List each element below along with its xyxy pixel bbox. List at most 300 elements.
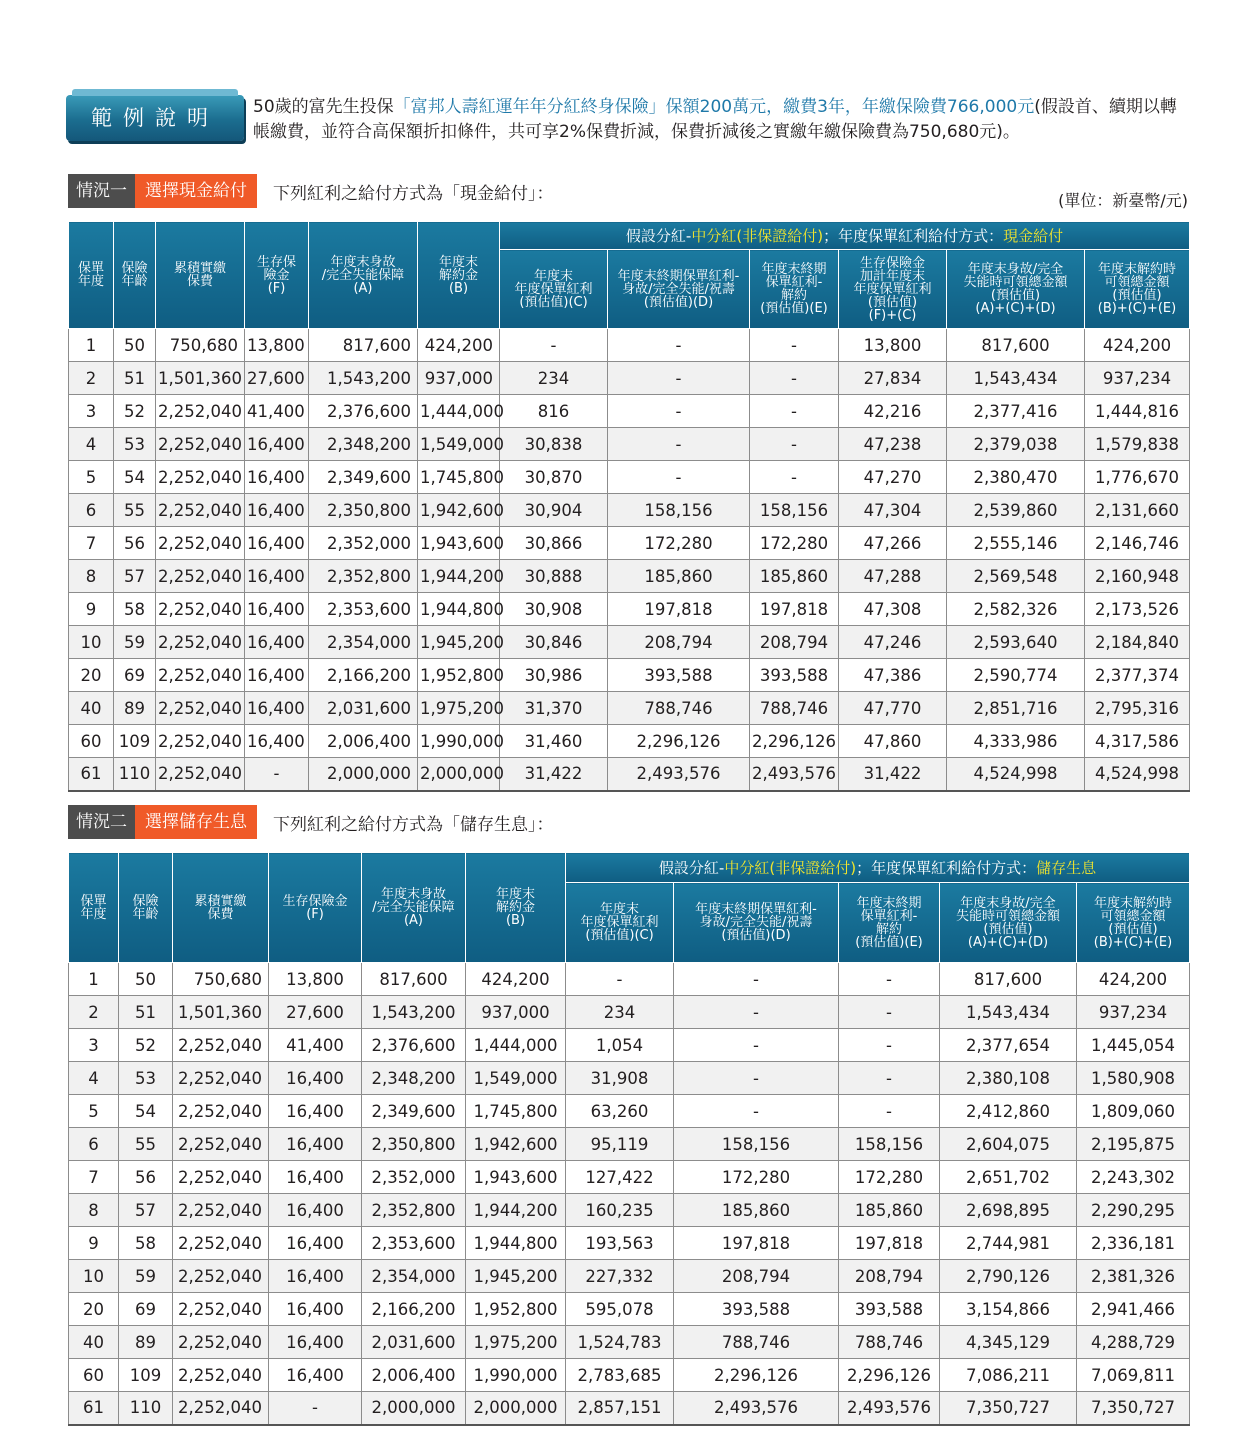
table-cell: 1,054 <box>566 1029 674 1062</box>
table-cell: 1,944,800 <box>466 1227 566 1260</box>
table-cell: 16,400 <box>269 1095 362 1128</box>
table-cell: 30,908 <box>500 593 608 626</box>
table-cell: 4,524,998 <box>1085 758 1190 791</box>
table-cell: - <box>750 329 839 362</box>
table-cell: 2,173,526 <box>1085 593 1190 626</box>
intro-suffix: (假設首、續期以轉帳繳費，並符合高保額折扣條件，共可享2%保費折減，保費折減後之實繳年繳保險費為750,680元)。 <box>253 97 1177 142</box>
table-cell: 2,348,200 <box>362 1062 466 1095</box>
table-cell: - <box>750 362 839 395</box>
table-cell: 9 <box>69 1227 119 1260</box>
table-cell: 1,944,800 <box>418 593 500 626</box>
table-cell: 2,941,466 <box>1077 1293 1190 1326</box>
case1-header-5: 年度末 解約金 (B) <box>418 222 500 329</box>
table-cell: 1,745,800 <box>418 461 500 494</box>
table-row <box>69 1194 1190 1227</box>
table-cell: 10 <box>69 626 114 659</box>
table-cell: 30,870 <box>500 461 608 494</box>
table-cell: 2,252,040 <box>173 1029 269 1062</box>
table-cell: 13,800 <box>269 963 362 996</box>
table-row <box>69 560 1190 593</box>
case2-header-5: 年度末 解約金 (B) <box>466 853 566 963</box>
table-cell: 3 <box>69 1029 119 1062</box>
table-cell: 193,563 <box>566 1227 674 1260</box>
table-cell: 1,444,000 <box>418 395 500 428</box>
table-row <box>69 494 1190 527</box>
table-cell: 2,376,600 <box>362 1029 466 1062</box>
table-cell: 1,990,000 <box>466 1359 566 1392</box>
case1-name: 選擇現金給付 <box>135 174 257 208</box>
table-cell: 1,975,200 <box>418 692 500 725</box>
table-cell: 16,400 <box>245 428 309 461</box>
table-cell: 2,380,470 <box>947 461 1085 494</box>
table-cell: 1,776,670 <box>1085 461 1190 494</box>
table-cell: 30,986 <box>500 659 608 692</box>
table-cell: 2,352,800 <box>362 1194 466 1227</box>
table-cell: 16,400 <box>245 560 309 593</box>
group-suffix: ；年度保單紅利給付方式： <box>856 858 1037 877</box>
table-row <box>69 1161 1190 1194</box>
table-cell: 2,000,000 <box>418 758 500 791</box>
case2-header-0: 保單 年度 <box>69 853 119 963</box>
case2-header-3: 生存保險金 (F) <box>269 853 362 963</box>
table-cell: 16,400 <box>269 1227 362 1260</box>
table-cell: 393,588 <box>674 1293 839 1326</box>
table-cell: 47,386 <box>839 659 947 692</box>
table-cell: 172,280 <box>674 1161 839 1194</box>
table-cell: 2,354,000 <box>309 626 418 659</box>
table-cell: 424,200 <box>418 329 500 362</box>
table-cell: 89 <box>119 1326 173 1359</box>
table-cell: 1,501,360 <box>173 996 269 1029</box>
table-cell: 47,304 <box>839 494 947 527</box>
table-cell: 2,296,126 <box>839 1359 940 1392</box>
case2-description: 下列紅利之給付方式為「儲存生息」： <box>273 814 554 835</box>
table-row <box>69 758 1190 791</box>
table-cell: 2,377,374 <box>1085 659 1190 692</box>
table-cell: 2,379,038 <box>947 428 1085 461</box>
table-cell: 393,588 <box>608 659 750 692</box>
table-row <box>69 725 1190 758</box>
table-cell: 4 <box>69 1062 119 1095</box>
table-cell: 595,078 <box>566 1293 674 1326</box>
table-cell: 50 <box>114 329 156 362</box>
table-cell: 4,524,998 <box>947 758 1085 791</box>
table-cell: 2,000,000 <box>362 1392 466 1425</box>
table-cell: 2,296,126 <box>608 725 750 758</box>
table-cell: 2,243,302 <box>1077 1161 1190 1194</box>
table-cell: 7,350,727 <box>940 1392 1077 1425</box>
table-cell: 1,543,434 <box>947 362 1085 395</box>
table-cell: - <box>608 461 750 494</box>
table-cell: 2,252,040 <box>156 626 245 659</box>
table-cell: 197,818 <box>608 593 750 626</box>
table-cell: 8 <box>69 560 114 593</box>
table-cell: 4,345,129 <box>940 1326 1077 1359</box>
table-cell: 2,412,860 <box>940 1095 1077 1128</box>
table-cell: 2,353,600 <box>309 593 418 626</box>
table-cell: 2,350,800 <box>309 494 418 527</box>
table-cell: 2,000,000 <box>309 758 418 791</box>
table-cell: 208,794 <box>674 1260 839 1293</box>
table-row <box>69 593 1190 626</box>
table-cell: 158,156 <box>674 1128 839 1161</box>
table-cell: 1,952,800 <box>466 1293 566 1326</box>
table-cell: 2,252,040 <box>156 659 245 692</box>
unit-label: (單位：新臺幣/元) <box>1058 191 1188 210</box>
table-cell: 61 <box>69 758 114 791</box>
table-cell: 16,400 <box>269 1062 362 1095</box>
table-cell: 1,549,000 <box>466 1062 566 1095</box>
table-cell: 2,651,702 <box>940 1161 1077 1194</box>
table-cell: 937,234 <box>1085 362 1190 395</box>
table-cell: 54 <box>114 461 156 494</box>
table-cell: 2,252,040 <box>173 1359 269 1392</box>
case2-group-header <box>566 853 1190 883</box>
table-cell: 2,590,774 <box>947 659 1085 692</box>
table-cell: 750,680 <box>173 963 269 996</box>
table-cell: 2,252,040 <box>156 725 245 758</box>
table-cell: 172,280 <box>608 527 750 560</box>
example-banner: 範例說明 <box>66 95 244 141</box>
table-cell: 2,493,576 <box>608 758 750 791</box>
table-row <box>69 1326 1190 1359</box>
table-cell: 2,790,126 <box>940 1260 1077 1293</box>
table-row <box>69 1260 1190 1293</box>
table-cell: 424,200 <box>1077 963 1190 996</box>
table-row <box>69 1062 1190 1095</box>
table-cell: 16,400 <box>269 1293 362 1326</box>
case1-header-8: 年度末終期 保單紅利- 解約 (預估值)(E) <box>750 250 839 329</box>
table-cell: 69 <box>119 1293 173 1326</box>
table-cell: 750,680 <box>156 329 245 362</box>
table-cell: 2,252,040 <box>173 1260 269 1293</box>
table-cell: 50 <box>119 963 173 996</box>
table-cell: 1,944,200 <box>418 560 500 593</box>
table-cell: 3,154,866 <box>940 1293 1077 1326</box>
table-row <box>69 1095 1190 1128</box>
case2-number: 情況二 <box>68 805 135 839</box>
table-cell: 1,942,600 <box>418 494 500 527</box>
table-cell: 1,745,800 <box>466 1095 566 1128</box>
table-cell: 41,400 <box>245 395 309 428</box>
table-cell: 2,131,660 <box>1085 494 1190 527</box>
table-cell: 56 <box>119 1161 173 1194</box>
table-cell: 2,195,875 <box>1077 1128 1190 1161</box>
table-cell: - <box>839 963 940 996</box>
case1-header-3: 生存保 險金 (F) <box>245 222 309 329</box>
table-cell: 16,400 <box>245 626 309 659</box>
table-cell: 1,579,838 <box>1085 428 1190 461</box>
table-cell: - <box>608 329 750 362</box>
table-cell: 1,952,800 <box>418 659 500 692</box>
table-cell: 2,252,040 <box>173 1392 269 1425</box>
group-prefix: 假設分紅- <box>625 226 692 245</box>
table-cell: 234 <box>566 996 674 1029</box>
case1-header-6: 年度末 年度保單紅利 (預估值)(C) <box>500 250 608 329</box>
table-cell: 30,846 <box>500 626 608 659</box>
table-cell: 2,377,416 <box>947 395 1085 428</box>
table-cell: 1,945,200 <box>418 626 500 659</box>
table-cell: 30,866 <box>500 527 608 560</box>
table-cell: 2,352,800 <box>309 560 418 593</box>
table-cell: 10 <box>69 1260 119 1293</box>
table-cell: - <box>750 461 839 494</box>
table-cell: 6 <box>69 1128 119 1161</box>
table-cell: 95,119 <box>566 1128 674 1161</box>
table-cell: 197,818 <box>674 1227 839 1260</box>
table-cell: 1,943,600 <box>418 527 500 560</box>
case2-header-6: 年度末 年度保單紅利 (預估值)(C) <box>566 883 674 963</box>
table-cell: 2,160,948 <box>1085 560 1190 593</box>
table-cell: 1,975,200 <box>466 1326 566 1359</box>
table-cell: - <box>608 395 750 428</box>
table-cell: - <box>839 996 940 1029</box>
table-cell: 31,422 <box>500 758 608 791</box>
group-mid: 中分紅(非保證給付) <box>691 226 824 245</box>
table-cell: 2,252,040 <box>156 593 245 626</box>
table-cell: 2,352,000 <box>362 1161 466 1194</box>
table-cell: 27,600 <box>245 362 309 395</box>
table-cell: 2,380,108 <box>940 1062 1077 1095</box>
table-cell: 30,888 <box>500 560 608 593</box>
table-cell: - <box>674 963 839 996</box>
table-cell: 2,290,295 <box>1077 1194 1190 1227</box>
table-cell: 16,400 <box>245 461 309 494</box>
table-cell: 4,288,729 <box>1077 1326 1190 1359</box>
table-cell: 42,216 <box>839 395 947 428</box>
table-cell: - <box>566 963 674 996</box>
table-cell: 53 <box>119 1062 173 1095</box>
table-cell: 69 <box>114 659 156 692</box>
table-row <box>69 1293 1190 1326</box>
table-cell: 41,400 <box>269 1029 362 1062</box>
table-cell: 47,770 <box>839 692 947 725</box>
table-cell: 4,317,586 <box>1085 725 1190 758</box>
group-mid: 中分紅(非保證給付) <box>724 858 857 877</box>
table-cell: - <box>608 362 750 395</box>
table-cell: 2,252,040 <box>156 461 245 494</box>
table-cell: 59 <box>114 626 156 659</box>
table-row <box>69 395 1190 428</box>
table-cell: 2,006,400 <box>309 725 418 758</box>
table-cell: 817,600 <box>947 329 1085 362</box>
table-cell: 2,851,716 <box>947 692 1085 725</box>
case1-number: 情況一 <box>68 174 135 208</box>
table-cell: - <box>750 428 839 461</box>
table-cell: 51 <box>114 362 156 395</box>
case2-table <box>68 852 1190 1426</box>
table-cell: 158,156 <box>839 1128 940 1161</box>
table-cell: 31,908 <box>566 1062 674 1095</box>
table-cell: 16,400 <box>245 527 309 560</box>
case2-header-9: 年度末身故/完全 失能時可領總金額 (預估值) (A)+(C)+(D) <box>940 883 1077 963</box>
case1-header-1: 保險 年齡 <box>114 222 156 329</box>
table-cell: 58 <box>119 1227 173 1260</box>
intro-product: 「富邦人壽紅運年年分紅終身保險」保額200萬元，繳費3年，年繳保險費766,000元 <box>393 97 1035 117</box>
table-cell: 110 <box>119 1392 173 1425</box>
table-cell: 4,333,986 <box>947 725 1085 758</box>
table-cell: 5 <box>69 1095 119 1128</box>
table-cell: 937,000 <box>466 996 566 1029</box>
table-cell: 2,296,126 <box>750 725 839 758</box>
table-row <box>69 626 1190 659</box>
table-cell: 1,580,908 <box>1077 1062 1190 1095</box>
table-cell: 1,990,000 <box>418 725 500 758</box>
table-cell: 61 <box>69 1392 119 1425</box>
case1-header-7: 年度末終期保單紅利- 身故/完全失能/祝壽 (預估值)(D) <box>608 250 750 329</box>
table-cell: 31,460 <box>500 725 608 758</box>
table-row <box>69 963 1190 996</box>
table-cell: 1,524,783 <box>566 1326 674 1359</box>
table-cell: 1,543,200 <box>362 996 466 1029</box>
case1-header-9: 生存保險金 加計年度末 年度保單紅利 (預估值) (F)+(C) <box>839 250 947 329</box>
table-cell: 2,166,200 <box>362 1293 466 1326</box>
group-suffix: ；年度保單紅利給付方式： <box>823 226 1004 245</box>
table-cell: 2,783,685 <box>566 1359 674 1392</box>
table-cell: 2,353,600 <box>362 1227 466 1260</box>
table-cell: 47,246 <box>839 626 947 659</box>
table-cell: 63,260 <box>566 1095 674 1128</box>
table-cell: - <box>839 1095 940 1128</box>
table-cell: 172,280 <box>839 1161 940 1194</box>
table-cell: 1,809,060 <box>1077 1095 1190 1128</box>
table-cell: 54 <box>119 1095 173 1128</box>
table-cell: 2,000,000 <box>466 1392 566 1425</box>
table-cell: 160,235 <box>566 1194 674 1227</box>
table-cell: 2,252,040 <box>173 1227 269 1260</box>
table-cell: 109 <box>114 725 156 758</box>
table-cell: 227,332 <box>566 1260 674 1293</box>
table-cell: 3 <box>69 395 114 428</box>
table-cell: 57 <box>119 1194 173 1227</box>
table-cell: 53 <box>114 428 156 461</box>
table-cell: - <box>674 996 839 1029</box>
table-cell: - <box>674 1029 839 1062</box>
table-cell: 2,493,576 <box>674 1392 839 1425</box>
table-cell: 27,600 <box>269 996 362 1029</box>
table-cell: 52 <box>114 395 156 428</box>
table-cell: 7,069,811 <box>1077 1359 1190 1392</box>
table-row <box>69 527 1190 560</box>
table-cell: 1,549,000 <box>418 428 500 461</box>
table-cell: 47,238 <box>839 428 947 461</box>
table-row <box>69 996 1190 1029</box>
table-cell: 47,270 <box>839 461 947 494</box>
table-cell: 937,000 <box>418 362 500 395</box>
table-cell: 2,252,040 <box>173 1194 269 1227</box>
table-cell: 2,252,040 <box>156 560 245 593</box>
intro-prefix: 50歲的富先生投保 <box>253 97 394 117</box>
table-cell: 1,945,200 <box>466 1260 566 1293</box>
table-cell: 937,234 <box>1077 996 1190 1029</box>
table-cell: 172,280 <box>750 527 839 560</box>
table-cell: 16,400 <box>245 494 309 527</box>
group-mode: 儲存生息 <box>1036 858 1097 877</box>
table-cell: - <box>839 1029 940 1062</box>
table-cell: 816 <box>500 395 608 428</box>
table-cell: 40 <box>69 1326 119 1359</box>
table-cell: 51 <box>119 996 173 1029</box>
group-prefix: 假設分紅- <box>658 858 725 877</box>
table-cell: 2,857,151 <box>566 1392 674 1425</box>
table-cell: 1,444,000 <box>466 1029 566 1062</box>
table-cell: 7,086,211 <box>940 1359 1077 1392</box>
table-cell: 56 <box>114 527 156 560</box>
table-cell: 2,569,548 <box>947 560 1085 593</box>
table-cell: 208,794 <box>839 1260 940 1293</box>
table-cell: 2,031,600 <box>309 692 418 725</box>
table-cell: 2,493,576 <box>839 1392 940 1425</box>
table-row <box>69 461 1190 494</box>
table-cell: 208,794 <box>750 626 839 659</box>
table-cell: 16,400 <box>269 1260 362 1293</box>
table-cell: 2,604,075 <box>940 1128 1077 1161</box>
table-cell: 16,400 <box>245 659 309 692</box>
case1-group-header <box>500 222 1190 250</box>
table-cell: 1,501,360 <box>156 362 245 395</box>
table-cell: 185,860 <box>608 560 750 593</box>
table-cell: 2,252,040 <box>173 1326 269 1359</box>
table-cell: 2,146,746 <box>1085 527 1190 560</box>
table-cell: 2,593,640 <box>947 626 1085 659</box>
table-cell: 2,349,600 <box>362 1095 466 1128</box>
table-cell: - <box>269 1392 362 1425</box>
table-cell: 2,252,040 <box>156 758 245 791</box>
table-cell: 197,818 <box>750 593 839 626</box>
case2-header-8: 年度末終期 保單紅利- 解約 (預估值)(E) <box>839 883 940 963</box>
table-cell: 47,288 <box>839 560 947 593</box>
case1-header-2: 累積實繳 保費 <box>156 222 245 329</box>
case1-table <box>68 221 1190 792</box>
table-cell: 27,834 <box>839 362 947 395</box>
table-cell: 16,400 <box>269 1194 362 1227</box>
table-row <box>69 1227 1190 1260</box>
table-cell: 7,350,727 <box>1077 1392 1190 1425</box>
table-cell: 1,943,600 <box>466 1161 566 1194</box>
table-cell: 2,376,600 <box>309 395 418 428</box>
table-cell: 393,588 <box>839 1293 940 1326</box>
group-mode: 現金給付 <box>1003 226 1064 245</box>
case2-header-7: 年度末終期保單紅利- 身故/完全失能/祝壽 (預估值)(D) <box>674 883 839 963</box>
table-row <box>69 659 1190 692</box>
case2-heading <box>68 805 554 839</box>
table-cell: 2,252,040 <box>173 1293 269 1326</box>
table-cell: 2,252,040 <box>173 1128 269 1161</box>
table-cell: 2,184,840 <box>1085 626 1190 659</box>
table-cell: 2,006,400 <box>362 1359 466 1392</box>
table-row <box>69 1392 1190 1425</box>
table-cell: 2,349,600 <box>309 461 418 494</box>
table-cell: 817,600 <box>940 963 1077 996</box>
table-cell: 2,252,040 <box>173 1161 269 1194</box>
table-row <box>69 362 1190 395</box>
table-cell: 1,942,600 <box>466 1128 566 1161</box>
intro-paragraph <box>253 95 1193 145</box>
table-cell: 7 <box>69 1161 119 1194</box>
table-cell: 16,400 <box>269 1326 362 1359</box>
case2-name: 選擇儲存生息 <box>135 805 257 839</box>
table-cell: 234 <box>500 362 608 395</box>
table-cell: - <box>674 1062 839 1095</box>
table-cell: 2 <box>69 996 119 1029</box>
case2-header-4: 年度末身故 /完全失能保障 (A) <box>362 853 466 963</box>
table-cell: 20 <box>69 1293 119 1326</box>
table-cell: - <box>839 1062 940 1095</box>
table-cell: 393,588 <box>750 659 839 692</box>
case1-description: 下列紅利之給付方式為「現金給付」： <box>273 183 554 204</box>
table-cell: 55 <box>114 494 156 527</box>
table-cell: 60 <box>69 1359 119 1392</box>
